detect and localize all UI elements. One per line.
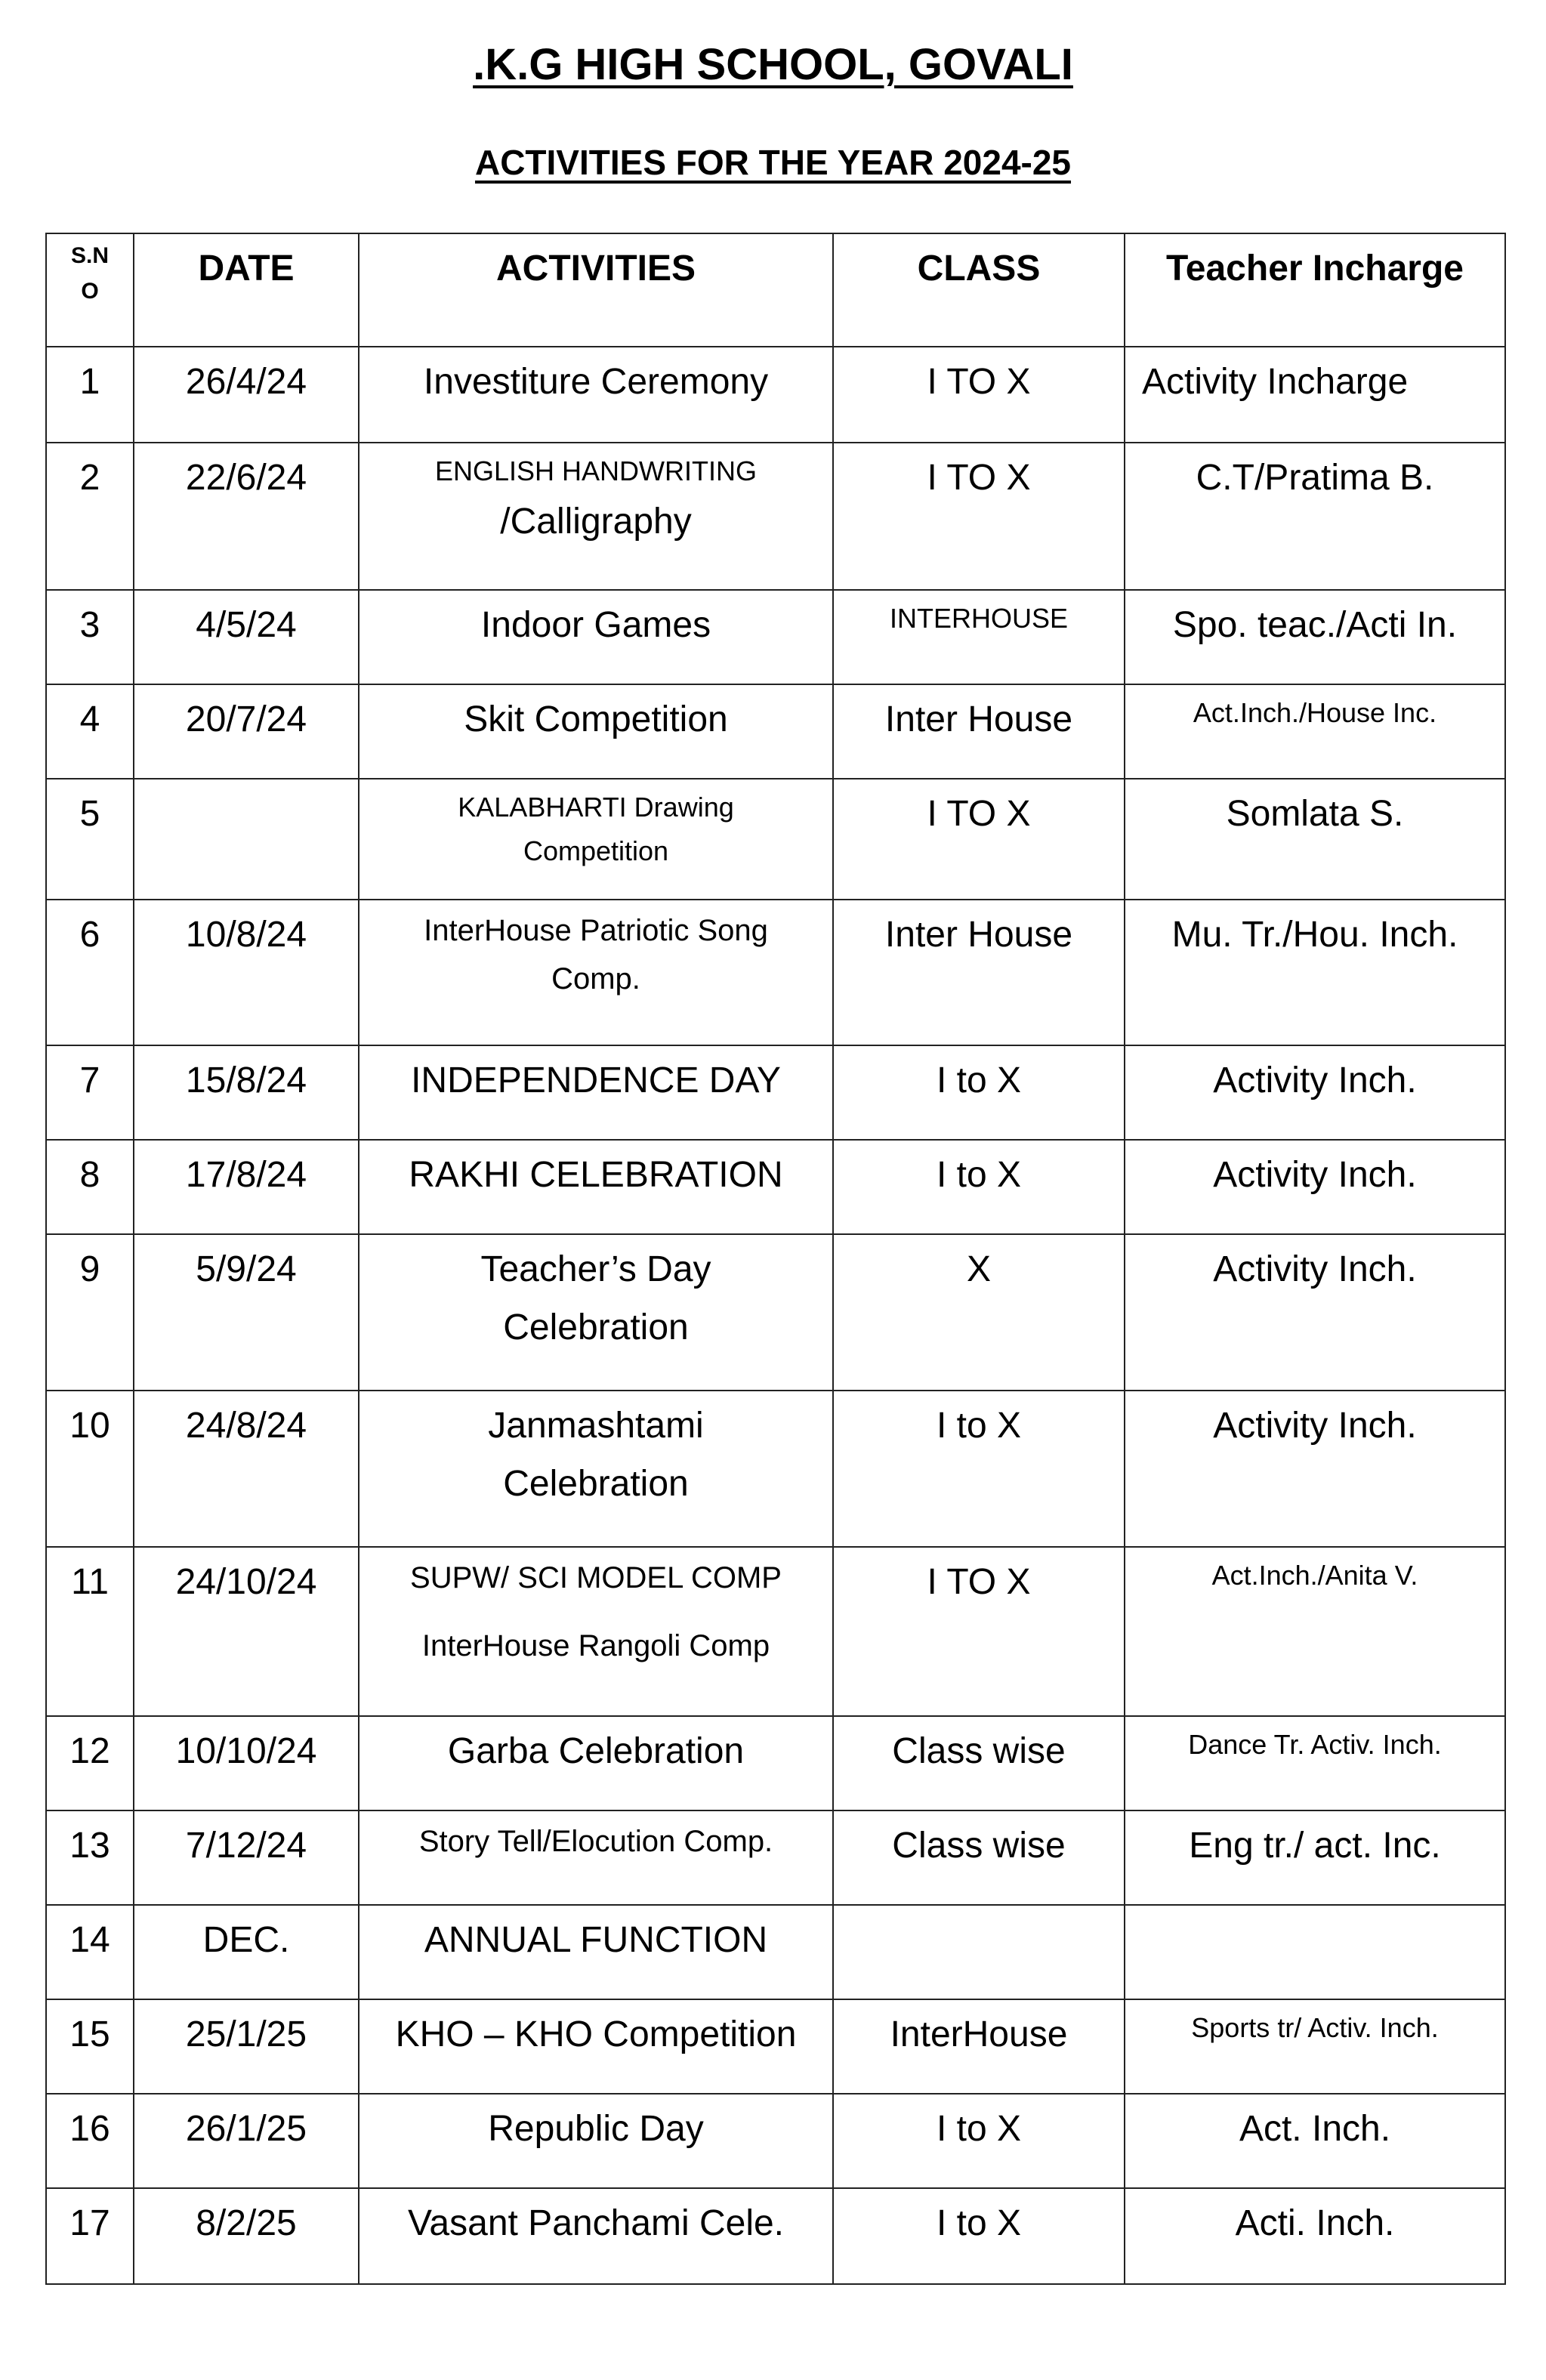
activity-cell: ANNUAL FUNCTION xyxy=(359,1905,833,1999)
class-column-header: CLASS xyxy=(833,233,1125,347)
teacher-cell: Act.Inch./House Inc. xyxy=(1125,684,1505,779)
class-cell: I TO X xyxy=(833,779,1125,900)
table-row xyxy=(46,2188,1505,2284)
activity-cell: KHO – KHO Competition xyxy=(359,1999,833,2094)
table-row xyxy=(46,590,1505,684)
table-row xyxy=(46,1140,1505,1234)
activity-line: Competition xyxy=(523,835,669,866)
activities-table xyxy=(45,233,1506,2285)
teacher-cell: C.T/Pratima B. xyxy=(1125,443,1505,590)
activity-cell xyxy=(359,900,833,1045)
teacher-cell: Mu. Tr./Hou. Inch. xyxy=(1125,900,1505,1045)
table-row xyxy=(46,684,1505,779)
activity-cell xyxy=(359,1391,833,1547)
sno-cell: 5 xyxy=(46,779,134,900)
table-row xyxy=(46,347,1505,443)
activity-line: KALABHARTI Drawing xyxy=(458,792,734,823)
class-cell: X xyxy=(833,1234,1125,1391)
activity-line: /Calligraphy xyxy=(500,501,692,542)
sno-cell: 15 xyxy=(46,1999,134,2094)
table-row xyxy=(46,1547,1505,1716)
class-cell: InterHouse xyxy=(833,1999,1125,2094)
table-row xyxy=(46,1234,1505,1391)
class-cell: I to X xyxy=(833,1391,1125,1547)
date-column-header: DATE xyxy=(134,233,359,347)
table-header-row xyxy=(46,233,1505,347)
sno-cell: 16 xyxy=(46,2094,134,2188)
date-cell: 25/1/25 xyxy=(134,1999,359,2094)
activity-cell: Indoor Games xyxy=(359,590,833,684)
sno-cell: 13 xyxy=(46,1810,134,1905)
sno-cell: 1 xyxy=(46,347,134,443)
activity-cell: Story Tell/Elocution Comp. xyxy=(359,1810,833,1905)
sno-cell: 4 xyxy=(46,684,134,779)
class-cell: I TO X xyxy=(833,443,1125,590)
teacher-column-header: Teacher Incharge xyxy=(1125,233,1505,347)
teacher-cell: Activity Inch. xyxy=(1125,1234,1505,1391)
activity-cell: Vasant Panchami Cele. xyxy=(359,2188,833,2284)
teacher-cell: Activity Incharge xyxy=(1125,347,1505,443)
date-cell: 8/2/25 xyxy=(134,2188,359,2284)
teacher-cell: Dance Tr. Activ. Inch. xyxy=(1125,1716,1505,1810)
class-cell: Inter House xyxy=(833,900,1125,1045)
activity-line: InterHouse Patriotic Song xyxy=(424,914,768,947)
activity-cell: Garba Celebration xyxy=(359,1716,833,1810)
table-row xyxy=(46,900,1505,1045)
class-cell: Class wise xyxy=(833,1716,1125,1810)
sno-cell: 14 xyxy=(46,1905,134,1999)
school-name: .K.G HIGH SCHOOL, GOVALI xyxy=(473,40,1073,89)
teacher-cell: Spo. teac./Acti In. xyxy=(1125,590,1505,684)
date-cell: 22/6/24 xyxy=(134,443,359,590)
table-row xyxy=(46,779,1505,900)
class-cell: Inter House xyxy=(833,684,1125,779)
table-row xyxy=(46,1905,1505,1999)
date-cell: 4/5/24 xyxy=(134,590,359,684)
sno-cell: 12 xyxy=(46,1716,134,1810)
sno-column-header: S.N O xyxy=(46,233,134,347)
date-cell: 17/8/24 xyxy=(134,1140,359,1234)
date-cell: 5/9/24 xyxy=(134,1234,359,1391)
table-row xyxy=(46,1716,1505,1810)
activity-cell: INDEPENDENCE DAY xyxy=(359,1045,833,1140)
activity-line: Comp. xyxy=(551,962,640,996)
teacher-cell: Somlata S. xyxy=(1125,779,1505,900)
teacher-cell: Activity Inch. xyxy=(1125,1391,1505,1547)
sno-cell: 6 xyxy=(46,900,134,1045)
activity-cell xyxy=(359,1234,833,1391)
date-cell: 24/10/24 xyxy=(134,1547,359,1716)
class-cell: Class wise xyxy=(833,1810,1125,1905)
activity-line: Celebration xyxy=(503,1307,689,1347)
activity-cell xyxy=(359,443,833,590)
class-cell: I to X xyxy=(833,2094,1125,2188)
activity-cell: Skit Competition xyxy=(359,684,833,779)
sno-cell: 10 xyxy=(46,1391,134,1547)
activity-line: Celebration xyxy=(503,1463,689,1504)
teacher-cell: Acti. Inch. xyxy=(1125,2188,1505,2284)
sno-cell: 17 xyxy=(46,2188,134,2284)
table-row xyxy=(46,1045,1505,1140)
table-row xyxy=(46,443,1505,590)
date-cell: 7/12/24 xyxy=(134,1810,359,1905)
class-cell: I to X xyxy=(833,2188,1125,2284)
date-cell: DEC. xyxy=(134,1905,359,1999)
activities-column-header: ACTIVITIES xyxy=(359,233,833,347)
activity-cell: Republic Day xyxy=(359,2094,833,2188)
teacher-cell xyxy=(1125,1905,1505,1999)
class-cell: I TO X xyxy=(833,1547,1125,1716)
sno-cell: 9 xyxy=(46,1234,134,1391)
table-row xyxy=(46,1999,1505,2094)
date-cell: 10/8/24 xyxy=(134,900,359,1045)
class-cell: I TO X xyxy=(833,347,1125,443)
table-row xyxy=(46,1391,1505,1547)
activity-line: ENGLISH HANDWRITING xyxy=(434,455,758,486)
teacher-cell: Activity Inch. xyxy=(1125,1045,1505,1140)
sno-cell: 3 xyxy=(46,590,134,684)
activity-cell: RAKHI CELEBRATION xyxy=(359,1140,833,1234)
class-cell: I to X xyxy=(833,1140,1125,1234)
teacher-cell: Sports tr/ Activ. Inch. xyxy=(1125,1999,1505,2094)
date-cell: 26/1/25 xyxy=(134,2094,359,2188)
class-cell: I to X xyxy=(833,1045,1125,1140)
teacher-cell: Act.Inch./Anita V. xyxy=(1125,1547,1505,1716)
activity-line: Teacher’s Day xyxy=(480,1249,711,1289)
sno-cell: 7 xyxy=(46,1045,134,1140)
sno-cell: 8 xyxy=(46,1140,134,1234)
page-subtitle: ACTIVITIES FOR THE YEAR 2024-25 xyxy=(474,143,1072,182)
date-cell: 10/10/24 xyxy=(134,1716,359,1810)
date-cell xyxy=(134,779,359,900)
class-cell xyxy=(833,1905,1125,1999)
teacher-cell: Eng tr./ act. Inc. xyxy=(1125,1810,1505,1905)
activity-line: InterHouse Rangoli Comp xyxy=(421,1629,770,1662)
sno-cell: 2 xyxy=(46,443,134,590)
date-cell: 20/7/24 xyxy=(134,684,359,779)
teacher-cell: Activity Inch. xyxy=(1125,1140,1505,1234)
activity-line: SUPW/ SCI MODEL COMP xyxy=(410,1561,782,1594)
activity-cell xyxy=(359,779,833,900)
activity-cell: Investiture Ceremony xyxy=(359,347,833,443)
date-cell: 15/8/24 xyxy=(134,1045,359,1140)
table-row xyxy=(46,1810,1505,1905)
date-cell: 26/4/24 xyxy=(134,347,359,443)
class-cell: INTERHOUSE xyxy=(833,590,1125,684)
date-cell: 24/8/24 xyxy=(134,1391,359,1547)
activity-line: Janmashtami xyxy=(488,1406,704,1446)
activity-cell xyxy=(359,1547,833,1716)
teacher-cell: Act. Inch. xyxy=(1125,2094,1505,2188)
sno-cell: 11 xyxy=(46,1547,134,1716)
table-row xyxy=(46,2094,1505,2188)
